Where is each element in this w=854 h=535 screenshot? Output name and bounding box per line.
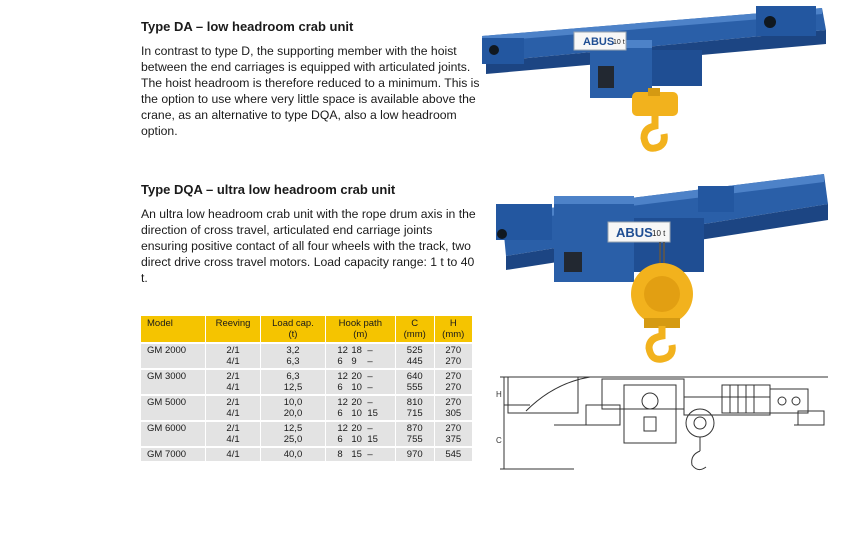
c-cell: 640 555 <box>395 369 434 395</box>
hook-path-cell: 8 15 – <box>325 447 395 462</box>
drawing-label-c: C <box>496 436 502 445</box>
load-cell: 40,0 <box>261 447 326 462</box>
header-hook-path: Hook path (m) <box>325 316 395 343</box>
section-da-heading: Type DA – low headroom crab unit <box>141 19 354 34</box>
section-dqa-heading: Type DQA – ultra low headroom crab unit <box>141 182 396 197</box>
crab-unit-spec-table <box>141 316 472 463</box>
hook-path-cell: 12 18 – 6 9 – <box>325 343 395 369</box>
h-cell: 270 375 <box>434 421 472 447</box>
hook-path-cell: 12 20 – 6 10 15 <box>325 395 395 421</box>
h-cell: 270 270 <box>434 369 472 395</box>
header-load-capacity: Load cap. (t) <box>261 316 326 343</box>
section-dqa-body: An ultra low headroom crab unit with the rope drum axis in the direction of cross travel, articulated end carriage joints ensuring positive contact of all four wheels with the track, two direct drive cross travel motors. Load capacity range: 1 t to 40 t. <box>141 207 476 285</box>
header-reeving: Reeving <box>205 316 260 343</box>
crane-photo-dqa <box>492 168 830 364</box>
model-cell: GM 6000 <box>147 423 187 434</box>
c-cell: 970 <box>395 447 434 462</box>
table-row <box>141 369 472 395</box>
reeving-cell: 2/1 4/1 <box>205 421 260 447</box>
h-cell: 270 270 <box>434 343 472 369</box>
header-h: H (mm) <box>434 316 472 343</box>
h-cell: 270 305 <box>434 395 472 421</box>
c-cell: 810 715 <box>395 395 434 421</box>
c-cell: 525 445 <box>395 343 434 369</box>
drawing-label-h: H <box>496 390 502 399</box>
crane-photo-da <box>478 2 830 154</box>
reeving-cell: 2/1 4/1 <box>205 343 260 369</box>
photo-dqa-capacity: 10 t <box>652 229 666 238</box>
hook-path-cell: 12 20 – 6 10 15 <box>325 421 395 447</box>
hook-path-cell: 12 20 – 6 10 – <box>325 369 395 395</box>
reeving-cell: 4/1 <box>205 447 260 462</box>
header-c: C (mm) <box>395 316 434 343</box>
reeving-cell: 2/1 4/1 <box>205 369 260 395</box>
load-cell: 3,2 6,3 <box>261 343 326 369</box>
photo-dqa-brand: ABUS <box>616 225 653 240</box>
section-da-body: In contrast to type D, the supporting member with the hoist between the end carriages is equipped with articulated joints. The hoist headroom is therefore reduced to a minimum. This is the option to use where very little space is available above the crane, as an alternative to type DQA, also a low headroom option. <box>141 44 480 138</box>
table-row <box>141 421 472 447</box>
h-cell: 545 <box>434 447 472 462</box>
c-cell: 870 755 <box>395 421 434 447</box>
load-cell: 12,5 25,0 <box>261 421 326 447</box>
model-cell: GM 7000 <box>147 449 187 460</box>
model-cell: GM 3000 <box>147 371 187 382</box>
load-cell: 6,3 12,5 <box>261 369 326 395</box>
model-cell: GM 2000 <box>147 345 187 356</box>
load-cell: 10,0 20,0 <box>261 395 326 421</box>
photo-da-brand: ABUS <box>583 36 615 48</box>
photo-da-capacity: 10 t <box>613 39 625 46</box>
model-cell: GM 5000 <box>147 397 187 408</box>
table-header-row <box>141 316 472 343</box>
table-row <box>141 395 472 421</box>
reeving-cell: 2/1 4/1 <box>205 395 260 421</box>
crab-unit-drawing <box>494 371 834 483</box>
header-model: Model <box>141 316 205 343</box>
table-row <box>141 343 472 369</box>
table-row <box>141 447 472 462</box>
